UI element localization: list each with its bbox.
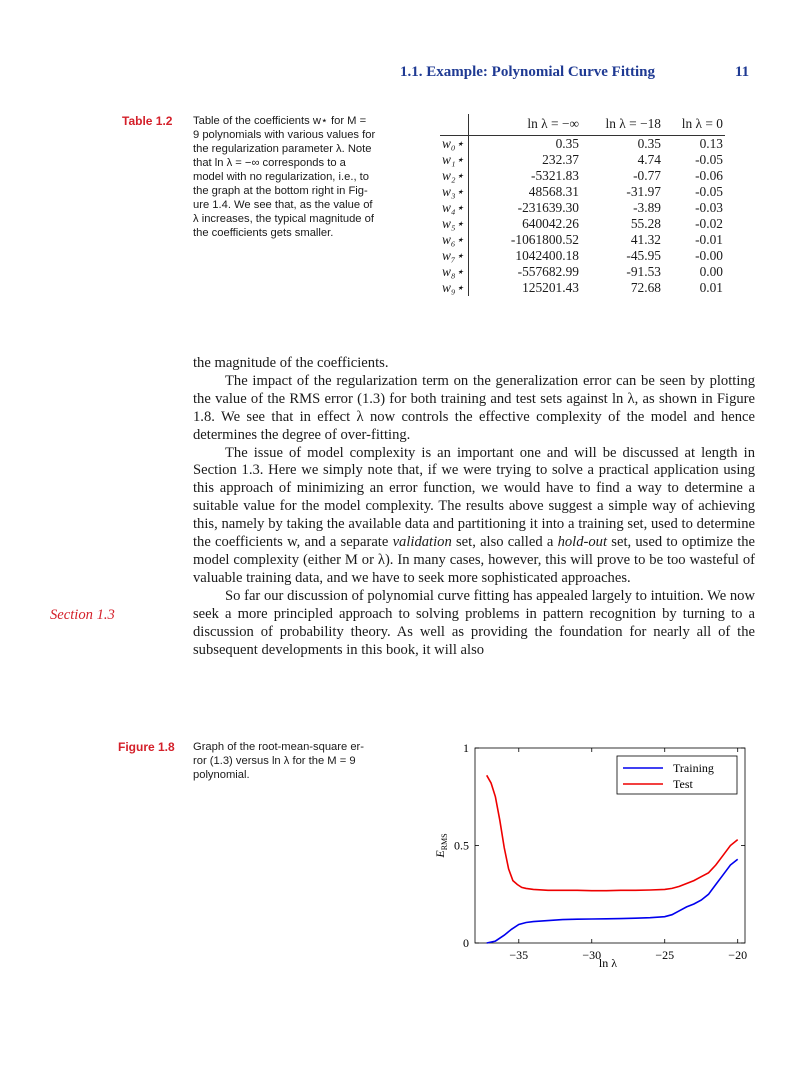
row-label: w₁⋆	[440, 152, 469, 168]
table-cell: -3.89	[633, 200, 661, 215]
y-axis-label: $E_{RMS}$	[433, 833, 449, 858]
running-head	[0, 64, 806, 84]
column-header: ln λ = −18	[605, 116, 661, 131]
row-label: w₇⋆	[440, 248, 469, 264]
x-axis-label: ln λ	[598, 956, 618, 970]
table-row	[440, 184, 725, 200]
row-label: w₄⋆	[440, 200, 469, 216]
paragraph: the magnitude of the coefficients.	[193, 355, 389, 371]
paragraph	[193, 445, 755, 588]
table-label: Table 1.2	[122, 114, 173, 128]
x-tick-label: −30	[582, 948, 602, 962]
caption-line: 9 polynomials with various values for	[193, 129, 376, 141]
table-cell: -0.01	[695, 232, 723, 247]
table-cell: -0.03	[695, 200, 723, 215]
table-cell: 125201.43	[522, 280, 579, 295]
caption-line: that ln λ = −∞ corresponds to a	[193, 157, 346, 169]
table-row	[440, 248, 725, 264]
table-cell: 72.68	[630, 280, 661, 295]
table-row	[440, 168, 725, 184]
chart-svg	[420, 738, 760, 988]
emphasis-holdout: hold-out	[557, 534, 608, 551]
table-cell: 0.00	[699, 264, 723, 279]
table-row	[440, 232, 725, 248]
section-title: 1.1. Example: Polynomial Curve Fitting	[400, 64, 655, 80]
coefficient-table	[440, 114, 725, 296]
emphasis-validation: validation	[392, 534, 452, 551]
caption-line: model with no regularization, i.e., to	[193, 171, 369, 183]
caption-line: Table of the coefficients w⋆ for M =	[193, 115, 367, 127]
table-cell: 0.01	[699, 280, 723, 295]
table-cell: 4.74	[637, 152, 661, 167]
table-cell: -0.05	[695, 152, 723, 167]
caption-line: the graph at the bottom right in Fig-	[193, 185, 368, 197]
caption-line: polynomial.	[193, 769, 250, 781]
row-label: w₅⋆	[440, 216, 469, 232]
table-cell: -557682.99	[517, 264, 579, 279]
table-cell: -0.00	[695, 248, 723, 263]
rms-error-plot	[420, 738, 760, 993]
x-tick-label: −25	[655, 948, 675, 962]
table-cell: -0.06	[695, 168, 723, 183]
table-header-row	[440, 114, 725, 136]
y-tick-label: 0	[463, 936, 469, 950]
table-cell: 0.35	[637, 136, 661, 151]
legend-label-test: Test	[673, 777, 693, 791]
table-row	[440, 136, 725, 153]
row-label: w₀⋆	[440, 136, 469, 153]
margin-section-reference: Section 1.3	[50, 607, 115, 623]
table-caption	[193, 114, 433, 240]
series-line-training	[487, 859, 738, 943]
paragraph-text: The issue of model complexity is an important one and will be discussed at length in Section 1.3. Here we simply note that, if we were trying to solve a practical application using this approach of minimizing an error function, we would have to find a way to determine a suitable value for the model complexity. The results above suggest a simple way of achieving this, namely by taking the available data and partitioning it into a training set, used to determine the coefficients w, and a separate	[193, 444, 755, 551]
x-tick-label: −20	[728, 948, 748, 962]
table-cell: -45.95	[626, 248, 661, 263]
legend-label-training: Training	[673, 761, 714, 775]
table-cell: 640042.26	[522, 216, 579, 231]
table-cell: 232.37	[542, 152, 579, 167]
caption-line: Graph of the root-mean-square er-	[193, 741, 365, 753]
table-cell: -5321.83	[531, 168, 579, 183]
y-tick-label: 0.5	[454, 838, 469, 853]
caption-line: λ increases, the typical magnitude of	[193, 213, 374, 225]
body-text	[193, 355, 755, 659]
table-cell: -91.53	[626, 264, 661, 279]
row-label: w₃⋆	[440, 184, 469, 200]
caption-line: ure 1.4. We see that, as the value of	[193, 199, 373, 211]
caption-line: the regularization parameter λ. Note	[193, 143, 372, 155]
row-label: w₂⋆	[440, 168, 469, 184]
paragraph-text: set, used to optimize the model complexity (either M or λ). In many cases, however, this will prove to be too wasteful of valuable training data, and we have to seek more sophisticated approaches.	[193, 534, 756, 586]
table-row	[440, 152, 725, 168]
page-number: 11	[735, 64, 750, 80]
paragraph: The impact of the regularization term on the generalization error can be seen by plotting the value of the RMS error (1.3) for both training and test sets against ln λ, as shown in Figure 1.8. We see that in effect λ now controls the effective complexity of the model and hence determines the degree of over-fitting.	[193, 372, 755, 443]
paragraph-text: set, also called a	[455, 534, 554, 551]
caption-line: the coefficients gets smaller.	[193, 227, 334, 239]
row-label: w₈⋆	[440, 264, 469, 280]
table-cell: -0.05	[695, 184, 723, 199]
table-corner-cell	[440, 114, 469, 136]
table-cell: 48568.31	[528, 184, 579, 199]
table-cell: -31.97	[626, 184, 661, 199]
row-label: w₆⋆	[440, 232, 469, 248]
column-header: ln λ = −∞	[527, 116, 579, 131]
table-cell: -231639.30	[517, 200, 579, 215]
table-cell: -0.02	[695, 216, 723, 231]
table-row	[440, 264, 725, 280]
row-label: w₉⋆	[440, 280, 469, 296]
table-row	[440, 200, 725, 216]
table-cell: 55.28	[630, 216, 661, 231]
y-tick-label: 1	[463, 741, 469, 755]
table-cell: 0.35	[555, 136, 579, 151]
table-cell: 1042400.18	[515, 248, 579, 263]
table-cell: 41.32	[630, 232, 661, 247]
figure-label: Figure 1.8	[118, 740, 175, 754]
x-tick-label: −35	[509, 948, 529, 962]
table-row	[440, 280, 725, 296]
caption-line: ror (1.3) versus ln λ for the M = 9	[193, 755, 356, 767]
column-header: ln λ = 0	[681, 116, 723, 131]
paragraph: So far our discussion of polynomial curve fitting has appealed largely to intuition. We now seek a more principled approach to solving problems in pattern recognition by turning to a discussion of probability theory. As well as providing the foundation for nearly all of the subsequent developments in this book, it will also	[193, 587, 755, 658]
figure-caption	[193, 740, 418, 782]
table-cell: -0.77	[633, 168, 661, 183]
table-cell: -1061800.52	[510, 232, 579, 247]
table-cell: 0.13	[699, 136, 723, 151]
table-row	[440, 216, 725, 232]
